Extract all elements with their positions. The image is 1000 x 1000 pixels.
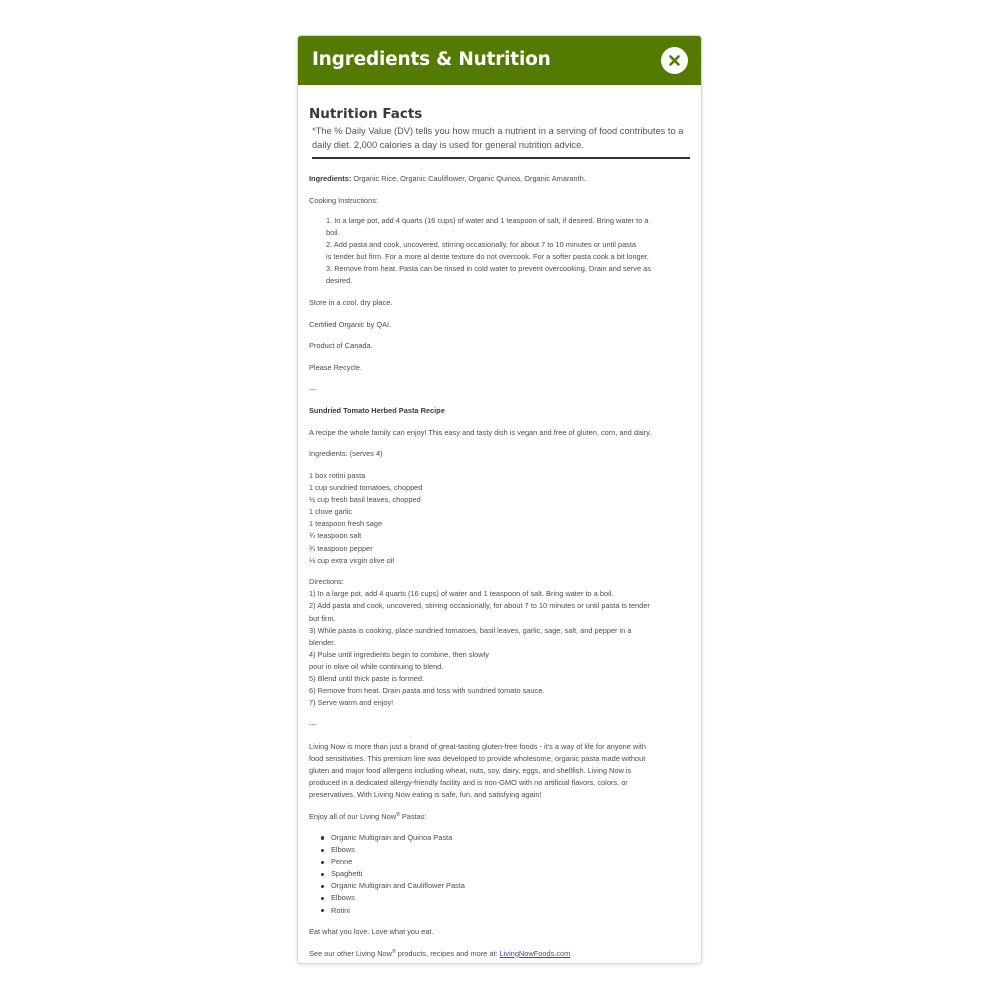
direction-line: pour in olive oil while continuing to blend. <box>309 661 444 671</box>
recipe-ingredient: 1 clove garlic <box>309 507 353 517</box>
cooking-heading: Cooking Instructions: <box>309 195 379 205</box>
direction-line: 3) While pasta is cooking, place sundried tomatoes, basil leaves, garlic, sage, salt, and pepper in a <box>309 625 632 635</box>
recipe-ingredient: 1 cup sundried tomatoes, chopped <box>309 483 423 493</box>
directions-heading: Directions: <box>309 577 344 587</box>
direction-line: but firm. <box>309 613 336 623</box>
certification-note: Certified Organic by QAI. <box>309 319 392 329</box>
recipe-ingredients-list <box>309 470 690 567</box>
product-details <box>309 173 690 960</box>
cooking-step <box>326 215 690 239</box>
ingredients-text: Organic Rice, Organic Cauliflower, Organic Quinoa, Organic Amaranth. <box>351 174 586 183</box>
recipe-ingredient: 1 teaspoon fresh sage <box>309 519 383 529</box>
storage-note: Store in a cool, dry place. <box>309 298 393 308</box>
origin-note: Product of Canada. <box>309 341 373 351</box>
step-line: 3. Remove from heat. Pasta can be rinsed in cold water to prevent overcooking. Drain and serve as <box>326 264 651 274</box>
about-line: Living Now is more than just a brand of great-tasting gluten-free foods - it's a way of life for anyone with <box>309 741 647 751</box>
step-line: 2. Add pasta and cook, uncovered, stirring occasionally, for about 7 to 10 minutes or until pasta <box>326 239 637 249</box>
cooking-step <box>326 239 690 263</box>
section-divider: --- <box>309 719 317 729</box>
pasta-list <box>309 832 690 917</box>
direction-line: blender. <box>309 637 336 647</box>
recycle-note: Please Recycle. <box>309 363 362 373</box>
direction-line: 1) In a large pot, add 4 quarts (16 cups) of water and 1 teaspoon of salt. Bring water to a boil. <box>309 589 614 599</box>
close-icon <box>668 54 681 67</box>
ingredients-nutrition-modal <box>297 35 702 964</box>
about-line: gluten and major food allergens including wheat, nuts, soy, dairy, eggs, and shellfish. Living Now is <box>309 766 632 776</box>
close-button[interactable] <box>661 47 688 74</box>
pasta-item: Penne <box>309 856 690 868</box>
direction-line: 2) Add pasta and cook, uncovered, stirring occasionally, for about 7 to 10 minutes or until pasta is tender <box>309 601 650 611</box>
enjoy-suffix: Pastas: <box>399 811 427 821</box>
recipe-ingredient: ¾ teaspoon salt <box>309 531 362 541</box>
recipe-ingredients-heading: Ingredients: (serves 4) <box>309 449 383 459</box>
living-now-link[interactable]: LivingNowFoods.com <box>499 948 571 958</box>
recipe-ingredient: ⅓ cup extra virgin olive oil <box>309 555 395 565</box>
cooking-steps <box>309 215 690 288</box>
modal-header <box>298 36 701 85</box>
pasta-item: Rotini <box>309 905 690 917</box>
step-line: desired. <box>326 276 353 286</box>
enjoy-line <box>309 811 690 823</box>
recipe-ingredient: ¾ teaspoon pepper <box>309 543 373 553</box>
pasta-item: Spaghetti <box>309 868 690 880</box>
cooking-step <box>326 263 690 287</box>
about-line: produced in a dedicated allergy-friendly facility and is non-GMO with no artificial flavors, colors, or <box>309 778 628 788</box>
direction-line: 5) Blend until thick paste is formed. <box>309 674 425 683</box>
nutrition-facts-title: Nutrition Facts <box>309 106 423 122</box>
modal-body <box>298 106 701 960</box>
recipe-ingredient: 1 box rotini pasta <box>309 471 366 480</box>
about-paragraph <box>309 741 690 801</box>
pasta-item: Elbows <box>309 844 690 856</box>
see-more-line <box>309 948 690 960</box>
about-line: food sensitivities. This premium line was developed to provide wholesome, organic pasta made without <box>309 753 646 763</box>
step-line: 1. In a large pot, add 4 quarts (16 cups) of water and 1 teaspoon of salt, if desired. Bring water to a <box>326 215 649 225</box>
recipe-directions <box>309 576 690 709</box>
step-line: is tender but firm. For a more al dente texture do not overcook. For a softer pasta cook a bit longer. <box>326 251 649 261</box>
recipe-intro: A recipe the whole family can enjoy! This easy and tasty dish is vegan and free of gluten, corn, and dairy. <box>309 427 652 437</box>
tagline: Eat what you love. Love what you eat. <box>309 927 434 937</box>
modal-title: Ingredients & Nutrition <box>312 49 551 70</box>
registered-mark: ® <box>392 948 396 955</box>
section-divider: --- <box>309 384 317 394</box>
enjoy-prefix: Enjoy all of our Living Now <box>309 811 397 821</box>
see-suffix: products, recipes and more at: <box>395 948 500 958</box>
direction-line: 4) Pulse until ingredients begin to combine, then slowly <box>309 649 489 659</box>
pasta-item: Organic Multigrain and Cauliflower Pasta <box>309 880 690 892</box>
step-line: boil. <box>326 227 340 237</box>
direction-line: 6) Remove from heat. Drain pasta and toss with sundried tomato sauce. <box>309 686 545 696</box>
registered-mark: ® <box>396 811 400 818</box>
recipe-title: Sundried Tomato Herbed Pasta Recipe <box>309 406 445 416</box>
recipe-ingredient: ½ cup fresh basil leaves, chopped <box>309 495 421 505</box>
ingredients-label: Ingredients: <box>309 174 352 183</box>
about-line: preservatives. With Living Now eating is safe, fun, and satisfying again! <box>309 790 542 800</box>
direction-line: 7) Serve warm and enjoy! <box>309 698 394 708</box>
pasta-item: Elbows <box>309 892 690 904</box>
ingredients-line <box>309 173 690 185</box>
see-prefix: See our other Living Now <box>309 948 392 958</box>
pasta-item: Organic Multigrain and Quinoa Pasta <box>309 832 690 844</box>
daily-value-note: *The % Daily Value (DV) tells you how much a nutrient in a serving of food contributes to a daily diet. 2,000 calories a day is used for general nutrition advice. <box>312 125 690 159</box>
